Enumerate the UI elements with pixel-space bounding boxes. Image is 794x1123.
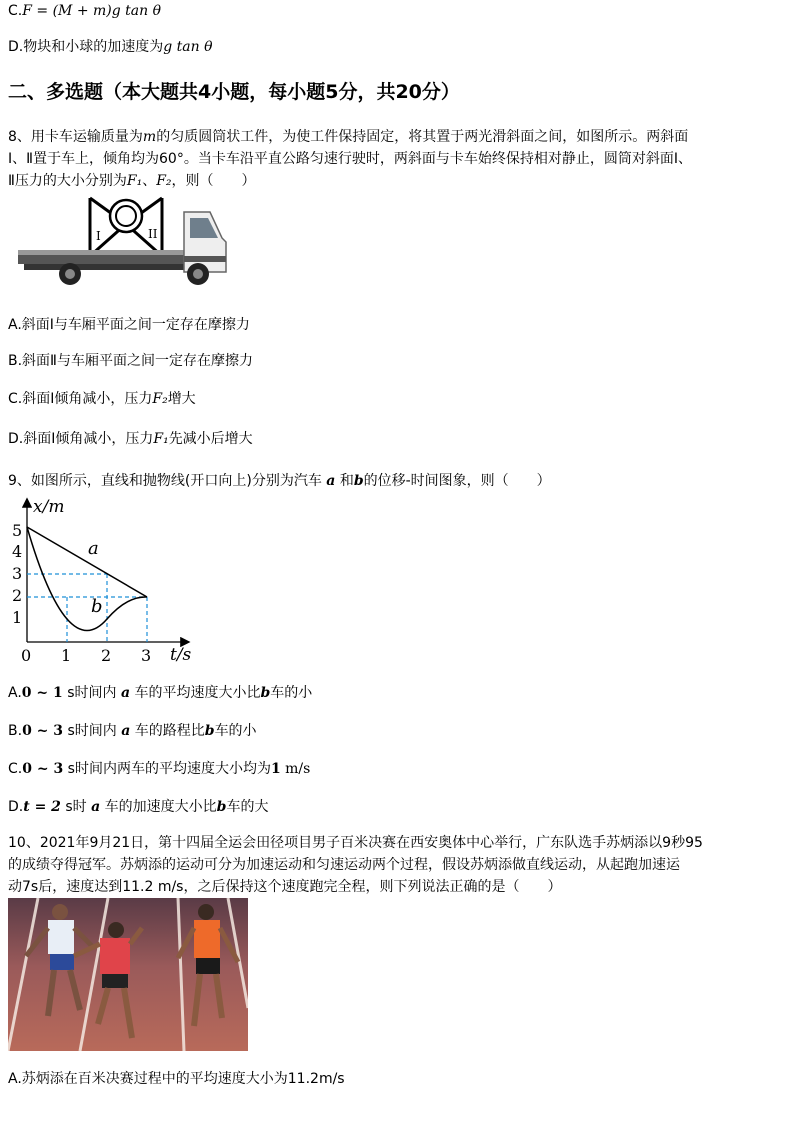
q10-option-a: A.苏炳添在百米决赛过程中的平均速度大小为11.2m/s xyxy=(8,1071,345,1087)
q9-option-b: B.0 ~ 3 s时间内 a 车的路程比b车的小 xyxy=(8,723,257,739)
q10-line3: 动7s后，速度达到11.2 m/s，之后保持这个速度跑完全程，则下列说法正确的是（ ） xyxy=(8,879,562,895)
q8-line3: Ⅱ压力的大小分别为F₁、F₂，则（ ） xyxy=(8,173,256,189)
q9-option-c: C.0 ~ 3 s时间内两车的平均速度大小均为1 m/s xyxy=(8,761,311,777)
truck-bed xyxy=(18,254,190,264)
y-tick: 4 xyxy=(12,542,23,561)
xt-graph xyxy=(6,494,198,666)
guide-lines xyxy=(27,574,147,642)
cylinder-inner xyxy=(116,206,136,226)
x-tick: 2 xyxy=(101,646,112,665)
q9-stem: 9、如图所示，直线和抛物线(开口向上)分别为汽车 a 和b的位移-时间图象，则（ ） xyxy=(8,473,551,489)
option-c-prev: C.F = (M + m)g tan θ xyxy=(8,3,162,19)
q9-option-d: D.t = 2 s时 a 车的加速度大小比b车的大 xyxy=(8,799,269,815)
y-axis-label: x/m xyxy=(33,497,65,517)
x-axis-label: t/s xyxy=(170,645,192,665)
curve-a-label: a xyxy=(88,538,99,559)
q10-line1: 10、2021年9月21日，第十四届全运会田径项目男子百米决赛在西安奥体中心举行，广东队选手苏炳添以9秒95 xyxy=(8,835,703,851)
x-tick: 0 xyxy=(21,646,32,665)
q8-line1: 8、用卡车运输质量为m的匀质圆筒状工件，为使工件保持固定，将其置于两光滑斜面之间，如图所示。两斜面 xyxy=(8,129,689,145)
section-title: 二、多选题（本大题共4小题，每小题5分，共20分） xyxy=(8,81,460,103)
q8-option-d: D.斜面Ⅰ倾角减小，压力F₁先减小后增大 xyxy=(8,431,253,447)
y-tick: 2 xyxy=(12,586,23,605)
x-tick: 3 xyxy=(141,646,152,665)
truck-figure xyxy=(14,194,232,290)
label-incline-2: II xyxy=(148,227,158,241)
q10-line2: 的成绩夺得冠军。苏炳添的运动可分为加速运动和匀速运动两个过程，假设苏炳添做直线运动，从起跑加速运 xyxy=(8,857,680,873)
formula-c: F = (M + m)g tan θ xyxy=(22,3,162,19)
q8-line2: Ⅰ、Ⅱ置于车上，倾角均为60°。当卡车沿平直公路匀速行驶时，两斜面与卡车始终保持相对静止，圆筒对斜面Ⅰ、 xyxy=(8,151,692,167)
y-tick: 5 xyxy=(12,521,23,540)
option-d-prev: D.物块和小球的加速度为g tan θ xyxy=(8,39,213,55)
q8-option-c: C.斜面Ⅰ倾角减小，压力F₂增大 xyxy=(8,391,196,407)
label-incline-1: I xyxy=(96,229,101,243)
sprint-photo xyxy=(8,898,248,1051)
q9-option-a: A.0 ~ 1 s时间内 a 车的平均速度大小比b车的小 xyxy=(8,685,313,701)
line-a xyxy=(27,527,147,597)
curve-b-label: b xyxy=(91,596,103,617)
q8-option-a: A.斜面Ⅰ与车厢平面之间一定存在摩擦力 xyxy=(8,317,250,333)
x-tick: 1 xyxy=(61,646,72,665)
y-tick: 3 xyxy=(12,564,23,583)
q8-option-b: B.斜面Ⅱ与车厢平面之间一定存在摩擦力 xyxy=(8,353,253,369)
parabola-b xyxy=(27,527,147,631)
formula-d: g tan θ xyxy=(163,39,213,55)
y-tick: 1 xyxy=(12,608,23,627)
